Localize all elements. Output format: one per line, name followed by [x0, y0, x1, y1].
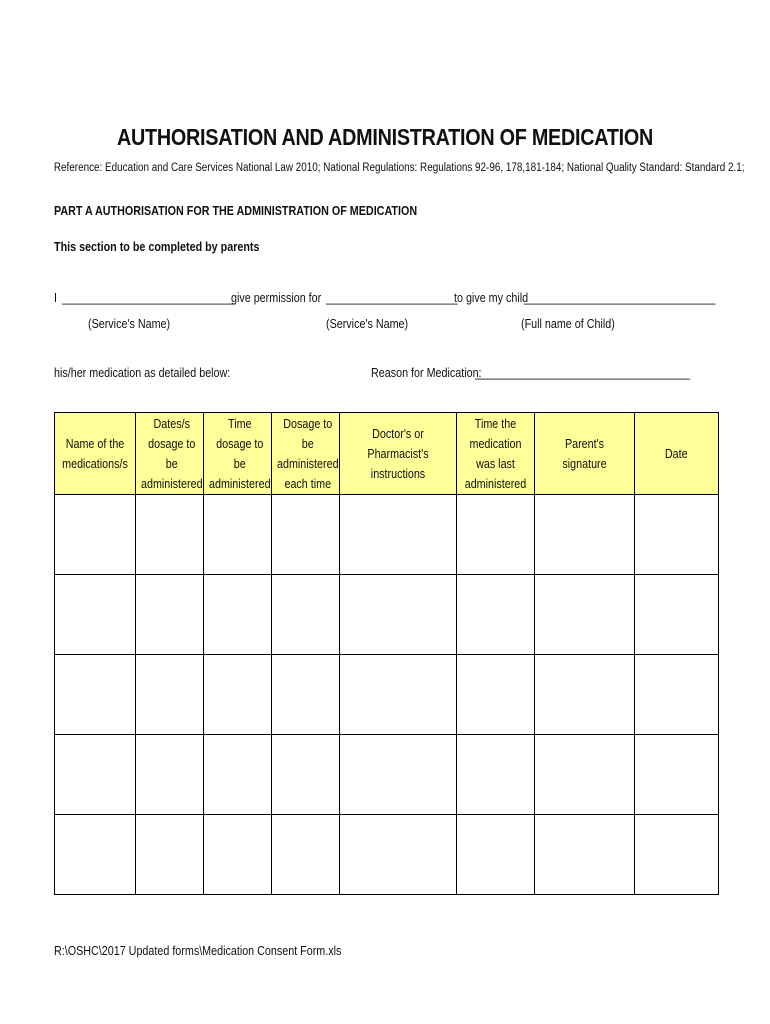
table-cell[interactable]	[136, 655, 204, 735]
header-time-dosage: Time dosage to be administered	[204, 413, 272, 495]
section-note: This section to be completed by parents	[54, 240, 260, 254]
table-cell[interactable]	[457, 815, 535, 895]
reason-blank[interactable]: ____________________________________	[475, 366, 691, 380]
form-title: AUTHORISATION AND ADMINISTRATION OF MEDICATION	[116, 124, 654, 150]
table-row	[55, 735, 719, 815]
table-header-row	[55, 413, 719, 495]
table-cell[interactable]	[272, 815, 340, 895]
table-row	[55, 655, 719, 735]
footer-file-path: R:\OSHC\2017 Updated forms\Medication Consent Form.xls	[54, 944, 342, 958]
table-cell[interactable]	[535, 735, 635, 815]
table-cell[interactable]	[272, 735, 340, 815]
table-cell[interactable]	[55, 655, 136, 735]
medication-detailed-text: his/her medication as detailed below:	[54, 366, 231, 380]
table-row	[55, 575, 719, 655]
service-name-blank-1[interactable]: _____________________________	[62, 291, 236, 305]
table-cell[interactable]	[204, 575, 272, 655]
header-instructions: Doctor's or Pharmacist's instructions	[340, 413, 457, 495]
table-cell[interactable]	[136, 495, 204, 575]
table-cell[interactable]	[204, 495, 272, 575]
table-cell[interactable]	[340, 655, 457, 735]
table-cell[interactable]	[55, 815, 136, 895]
table-cell[interactable]	[535, 655, 635, 735]
header-last-administered: Time the medication was last administered	[457, 413, 535, 495]
table-cell[interactable]	[535, 495, 635, 575]
table-cell[interactable]	[55, 575, 136, 655]
table-cell[interactable]	[457, 495, 535, 575]
medication-table	[54, 412, 719, 895]
table-cell[interactable]	[635, 575, 719, 655]
reason-label: Reason for Medication:	[371, 366, 482, 380]
reference-text: Reference: Education and Care Services National Law 2010; National Regulations: Regulations 92-96, 178,181-184; National Quality Standard: Standard 2.1;	[53, 162, 745, 174]
header-parent-signature: Parent's signature	[535, 413, 635, 495]
table-cell[interactable]	[535, 815, 635, 895]
header-medication-name: Name of the medications/s	[55, 413, 136, 495]
table-cell[interactable]	[457, 655, 535, 735]
table-cell[interactable]	[340, 735, 457, 815]
table-cell[interactable]	[55, 735, 136, 815]
service-name-caption-2: (Service's Name)	[326, 317, 409, 331]
child-name-blank[interactable]: ________________________________	[524, 291, 716, 305]
table-cell[interactable]	[457, 735, 535, 815]
table-cell[interactable]	[535, 575, 635, 655]
header-dosage-each-time: Dosage to be administered each time	[272, 413, 340, 495]
table-cell[interactable]	[204, 735, 272, 815]
i-label: I	[54, 291, 57, 305]
table-cell[interactable]	[635, 735, 719, 815]
table-cell[interactable]	[272, 655, 340, 735]
table-cell[interactable]	[340, 815, 457, 895]
table-cell[interactable]	[457, 575, 535, 655]
table-cell[interactable]	[204, 655, 272, 735]
table-cell[interactable]	[272, 575, 340, 655]
table-cell[interactable]	[635, 495, 719, 575]
service-name-blank-2[interactable]: ______________________	[326, 291, 458, 305]
table-cell[interactable]	[272, 495, 340, 575]
to-give-text: to give my child	[454, 291, 529, 305]
child-name-caption: (Full name of Child)	[521, 317, 615, 331]
table-cell[interactable]	[55, 495, 136, 575]
table-row	[55, 815, 719, 895]
give-permission-text: give permission for	[231, 291, 322, 305]
table-cell[interactable]	[136, 735, 204, 815]
table-cell[interactable]	[136, 815, 204, 895]
table-cell[interactable]	[635, 655, 719, 735]
table-cell[interactable]	[340, 575, 457, 655]
service-name-caption-1: (Service's Name)	[88, 317, 171, 331]
table-cell[interactable]	[340, 495, 457, 575]
part-a-heading: PART A AUTHORISATION FOR THE ADMINISTRATION OF MEDICATION	[54, 204, 418, 218]
table-row	[55, 495, 719, 575]
header-date: Date	[635, 413, 719, 495]
table-cell[interactable]	[136, 575, 204, 655]
header-dates-dosage: Dates/s dosage to be administered	[136, 413, 204, 495]
table-cell[interactable]	[635, 815, 719, 895]
table-cell[interactable]	[204, 815, 272, 895]
